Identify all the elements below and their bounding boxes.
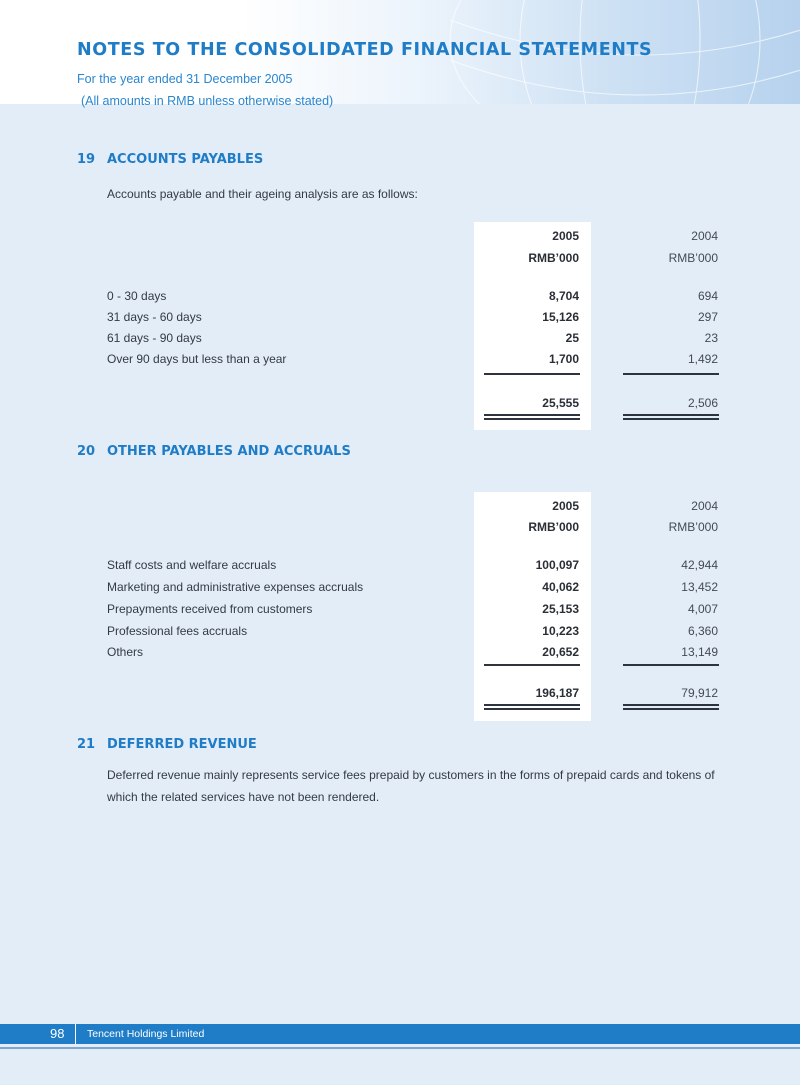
row-label: Prepayments received from customers (107, 602, 313, 616)
total-double-rule-2005 (484, 704, 580, 706)
note-19-unit-2005: RMB’000 (528, 251, 579, 265)
row-value-2004: 6,360 (687, 624, 718, 638)
row-value-2005: 100,097 (535, 558, 579, 572)
row-label: Staff costs and welfare accruals (107, 558, 277, 572)
row-value-2005: 1,700 (548, 352, 579, 366)
row-label: Marketing and administrative expenses accruals (107, 580, 364, 594)
subtotal-rule-2004 (623, 373, 719, 375)
row-value-2005: 10,223 (542, 624, 579, 638)
page-title: NOTES TO THE CONSOLIDATED FINANCIAL STATEMENTS (77, 40, 653, 60)
note-20-unit-2005: RMB’000 (528, 520, 579, 534)
note-19-heading (77, 152, 263, 167)
note-21-body: Deferred revenue mainly represents service fees prepaid by customers in the forms of prepaid cards and tokens of which the related services have not been rendered. (107, 768, 715, 804)
footer-rule (0, 1047, 800, 1049)
total-double-rule-2004 (623, 414, 719, 416)
row-value-2004: 1,492 (687, 352, 718, 366)
row-label: Professional fees accruals (107, 624, 248, 638)
row-value-2005: 15,126 (542, 310, 579, 324)
row-value-2004: 4,007 (687, 602, 718, 616)
note-19-unit-2004: RMB’000 (668, 251, 718, 265)
note-20-title: OTHER PAYABLES AND ACCRUALS (107, 444, 351, 459)
note-19-number: 19 (77, 152, 96, 167)
subtotal-rule-2004 (623, 664, 719, 666)
row-value-2005: 20,652 (542, 645, 579, 659)
row-value-2004: 23 (704, 331, 718, 345)
note-20-unit-2004: RMB’000 (668, 520, 718, 534)
note-20-heading (77, 444, 351, 459)
row-value-2004: 297 (697, 310, 718, 324)
note-20-col-2005: 2005 (552, 499, 579, 513)
total-double-rule-2005 (484, 414, 580, 416)
row-value-2004: 13,452 (681, 580, 718, 594)
period-subtitle: For the year ended 31 December 2005 (77, 72, 293, 86)
note-20-number: 20 (77, 444, 96, 459)
note-19-total-2004: 2,506 (687, 396, 718, 410)
note-19-col-2005: 2005 (552, 229, 579, 243)
note-19-total-2005: 25,555 (542, 396, 579, 410)
row-label: 0 - 30 days (107, 289, 167, 303)
row-label: 61 days - 90 days (107, 331, 202, 345)
note-19-intro: Accounts payable and their ageing analysis are as follows: (107, 187, 418, 201)
row-value-2004: 694 (697, 289, 718, 303)
row-label: Others (107, 645, 144, 659)
subtotal-rule-2005 (484, 664, 580, 666)
note-21-number: 21 (77, 737, 96, 752)
row-value-2005: 8,704 (548, 289, 579, 303)
footer-separator (75, 1024, 76, 1044)
subtotal-rule-2005 (484, 373, 580, 375)
total-double-rule-2005 (484, 708, 580, 710)
page-number: 98 (50, 1026, 65, 1041)
row-label: Over 90 days but less than a year (107, 352, 287, 366)
total-double-rule-2004 (623, 708, 719, 710)
company-name: Tencent Holdings Limited (87, 1028, 205, 1040)
currency-note: (All amounts in RMB unless otherwise stated) (81, 94, 334, 108)
row-value-2005: 40,062 (542, 580, 579, 594)
note-21-heading (77, 737, 257, 752)
note-20-total-2004: 79,912 (681, 686, 718, 700)
row-label: 31 days - 60 days (107, 310, 202, 324)
note-21-title: DEFERRED REVENUE (107, 737, 257, 752)
row-value-2005: 25,153 (542, 602, 579, 616)
total-double-rule-2005 (484, 418, 580, 420)
note-19-col-2004: 2004 (691, 229, 718, 243)
note-19-title: ACCOUNTS PAYABLES (107, 152, 264, 167)
total-double-rule-2004 (623, 704, 719, 706)
note-20-col-2004: 2004 (691, 499, 718, 513)
row-value-2005: 25 (565, 331, 579, 345)
total-double-rule-2004 (623, 418, 719, 420)
row-value-2004: 13,149 (681, 645, 718, 659)
row-value-2004: 42,944 (681, 558, 718, 572)
note-20-total-2005: 196,187 (535, 686, 579, 700)
